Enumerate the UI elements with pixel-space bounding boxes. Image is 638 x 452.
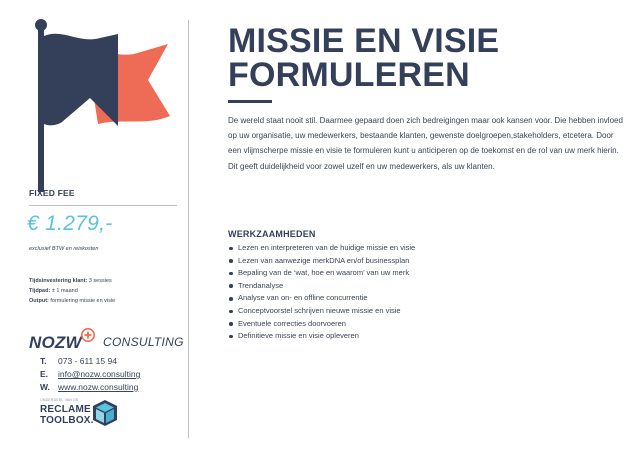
list-item: Eventuele correcties doorvoeren [228, 318, 608, 331]
plus-location-icon [81, 328, 95, 342]
contact-key: E. [40, 369, 49, 379]
logo-suffix: CONSULTING [103, 335, 184, 349]
page-title [228, 24, 628, 92]
badge-line-1: RECLAME [40, 404, 91, 415]
price-note: exclusief BTW en reiskosten [29, 246, 99, 252]
title-line-1: MISSIE EN VISIE [228, 22, 500, 60]
meta-value: formulering missie en visie [48, 298, 116, 304]
price: € 1.279,- [27, 212, 113, 235]
meta-label: Tijdpad: [29, 288, 51, 294]
list-item: Lezen en interpreteren van de huidige missie en visie [228, 242, 608, 255]
fee-divider [29, 205, 177, 206]
meta-label: Tijdsinvestering klant: [29, 278, 88, 284]
meta-label: Output: [29, 298, 49, 304]
contact-key: W. [40, 382, 50, 392]
list-item: Lezen van aanwezige merkDNA en/of businessplan [228, 255, 608, 268]
contact-email [40, 369, 190, 379]
meta-time-investment [29, 278, 184, 284]
title-line-2: FORMULEREN [228, 56, 470, 94]
contact-key: T. [40, 356, 47, 366]
contact-phone [40, 356, 190, 366]
meta-value: ± 1 maand [50, 288, 78, 294]
cube-icon [92, 399, 118, 427]
badge-line-2: TOOLBOX. [40, 415, 94, 426]
flag-icon [22, 14, 172, 194]
intro-paragraph: De wereld staat nooit stil. Daarmee gepaard doen zich bedreigingen maar ook kansen voor. Die hebben invloed op uw organisatie, uw medewerkers, bestaande klanten, gewenste doelgroepen,stakeholders, etcetera. Door een vlijmscherpe missie en visie te formuleren kunt u anticiperen op de toekomst en de rol van uw merk hierin. Dit geeft duidelijkheid voor zowel uzelf en uw medewerkers, als uw klanten. [228, 116, 623, 171]
section-title-werkzaamheden: WERKZAAMHEDEN [228, 229, 316, 239]
list-item: Definitieve missie en visie opleveren [228, 330, 608, 343]
list-item: Analyse van on- en offline concurrentie [228, 292, 608, 305]
company-logo [29, 328, 184, 354]
list-item: Trendanalyse [228, 280, 608, 293]
meta-value: 3 sessies [87, 278, 112, 284]
title-underline [228, 100, 272, 103]
fee-label: FIXED FEE [29, 188, 75, 198]
phone-number: 073 - 611 15 94 [58, 356, 117, 366]
list-item: Bepaling van de ‘wat, hoe en waarom’ van uw merk [228, 267, 608, 280]
logo-name: NOZW [29, 333, 82, 352]
contact-website [40, 382, 190, 392]
website-link[interactable]: www.nozw.consulting [58, 382, 139, 392]
list-item: Conceptvoorstel schrijven nieuwe missie en visie [228, 305, 608, 318]
werkzaamheden-list [228, 242, 608, 343]
badge-tagline: ONDERDEEL VAN DE [40, 398, 79, 402]
meta-timeline [29, 288, 184, 294]
meta-output [29, 298, 184, 304]
email-link[interactable]: info@nozw.consulting [58, 369, 141, 379]
reclame-toolbox-badge [40, 396, 120, 432]
